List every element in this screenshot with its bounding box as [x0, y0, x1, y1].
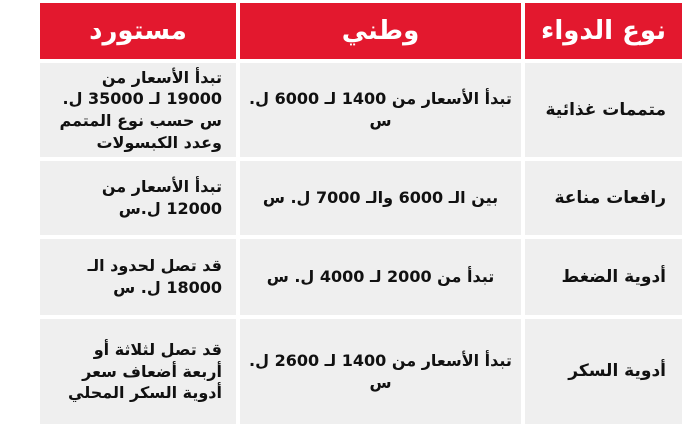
row-3-local: تبدأ من 2000 لـ 4000 ل. س [240, 239, 521, 315]
row-4-imported: قد تصل لثلاثة أو أربعة أضعاف سعر أدوية السكر المحلي [40, 319, 236, 424]
price-table [40, 3, 682, 430]
row-2-local: بين الـ 6000 والـ 7000 ل. س [240, 161, 521, 235]
row-1-drug-type: متممات غذائية [525, 63, 682, 157]
row-2-drug-type: رافعات مناعة [525, 161, 682, 235]
row-3-drug-type: أدوية الضغط [525, 239, 682, 315]
row-2-imported: تبدأ الأسعار من 12000 ل.س [40, 161, 236, 235]
header-drug-type: نوع الدواء [525, 3, 682, 59]
row-1-local: تبدأ الأسعار من 1400 لـ 6000 ل. س [240, 63, 521, 157]
price-table-grid [40, 3, 682, 430]
row-4-local: تبدأ الأسعار من 1400 لـ 2600 ل. س [240, 319, 521, 424]
row-4-drug-type: أدوية السكر [525, 319, 682, 424]
header-local: وطني [240, 3, 521, 59]
row-1-imported: تبدأ الأسعار من 19000 لـ 35000 ل. س حسب نوع المتمم وعدد الكبسولات [40, 63, 236, 157]
header-imported: مستورد [40, 3, 236, 59]
row-3-imported: قد تصل لحدود الـ 18000 ل. س [40, 239, 236, 315]
